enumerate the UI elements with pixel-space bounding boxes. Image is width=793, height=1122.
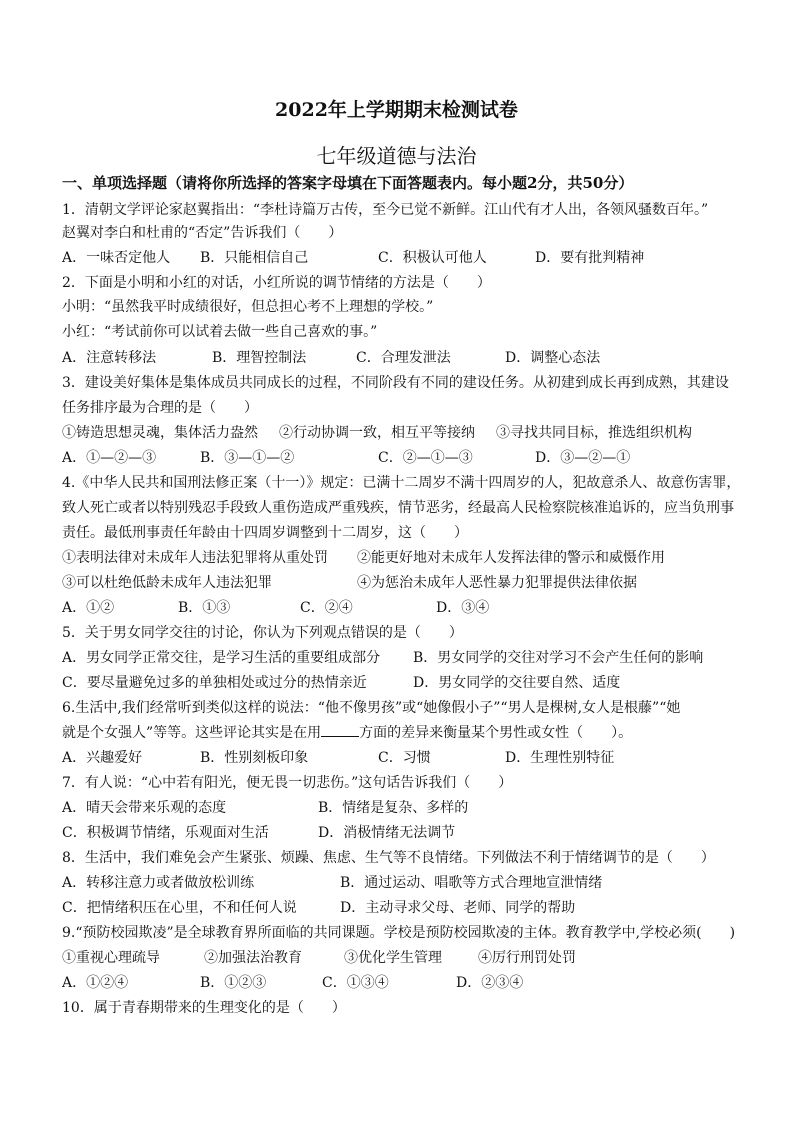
question-7-line-1: 7．有人说：“心中若有阳光，便无畏一切悲伤。”这句话告诉我们（ ） bbox=[62, 775, 513, 791]
q9-statement-1: ①重视心理疏导 bbox=[62, 950, 160, 966]
q9-option-a: A．①②④ bbox=[62, 975, 129, 991]
answer-blank bbox=[321, 724, 359, 737]
q3-statement-2: ②行动协调一致，相互平等接纳 bbox=[279, 425, 475, 441]
q6-option-c: C．习惯 bbox=[378, 750, 431, 766]
question-1-line-2: 赵翼对李白和杜甫的“否定”告诉我们（ ） bbox=[62, 225, 343, 241]
q8-option-c: C．把情绪积压在心里，不和任何人说 bbox=[62, 900, 297, 916]
q2-option-d: D．调整心态法 bbox=[505, 350, 601, 366]
q7-option-c: C．积极调节情绪，乐观面对生活 bbox=[62, 825, 269, 841]
q3-option-c: C．②—①—③ bbox=[378, 450, 473, 466]
q9-option-d: D．②③④ bbox=[456, 975, 524, 991]
question-3-line-1: 3．建设美好集体是集体成员共同成长的过程，不同阶段有不同的建设任务。从初建到成长再到成熟，其建设 bbox=[62, 375, 729, 391]
question-8-line-1: 8．生活中，我们难免会产生紧张、烦躁、焦虑、生气等不良情绪。下列做法不利于情绪调节的是（ ） bbox=[62, 850, 715, 866]
q3-option-b: B．③—①—② bbox=[200, 450, 295, 466]
q4-statement-2: ②能更好地对未成年人发挥法律的警示和威慑作用 bbox=[357, 550, 665, 566]
q2-option-b: B．理智控制法 bbox=[212, 350, 307, 366]
q1-option-c: C．积极认可他人 bbox=[378, 250, 487, 266]
q9-option-b: B．①②③ bbox=[200, 975, 267, 991]
question-6-line-1: 6.生活中,我们经常听到类似这样的说法：“他不像男孩”或“她像假小子”“男人是棵树,女人是根藤”“她 bbox=[62, 700, 681, 716]
q4-statement-4: ④为惩治未成年人恶性暴力犯罪提供法律依据 bbox=[357, 575, 637, 591]
question-3-line-2: 任务排序最为合理的是（ ） bbox=[62, 400, 258, 416]
q1-option-a: A．一味否定他人 bbox=[62, 250, 171, 266]
exam-title: 2022年上学期期末检测试卷 bbox=[275, 99, 518, 121]
q9-option-c: C．①③④ bbox=[322, 975, 389, 991]
q1-option-d: D．要有批判精神 bbox=[535, 250, 645, 266]
q6-option-b: B．性别刻板印象 bbox=[200, 750, 309, 766]
q7-option-a: A．晴天会带来乐观的态度 bbox=[62, 800, 227, 816]
q3-option-d: D．③—②—① bbox=[535, 450, 631, 466]
q4-statement-3: ③可以杜绝低龄未成年人违法犯罪 bbox=[62, 575, 272, 591]
q4-option-b: B．①③ bbox=[178, 600, 231, 616]
question-5-line-1: 5．关于男女同学交往的讨论，你认为下列观点错误的是（ ） bbox=[62, 625, 463, 641]
q4-option-d: D．③④ bbox=[436, 600, 490, 616]
q6-text-before-blank: 就是个女强人”等等。这些评论其实是在用 bbox=[62, 725, 322, 741]
q7-option-b: B．情绪是复杂、多样的 bbox=[318, 800, 469, 816]
question-2-line-1: 2．下面是小明和小红的对话，小红所说的调节情绪的方法是（ ） bbox=[62, 275, 491, 291]
question-4-line-1: 4.《中华人民共和国刑法修正案（十一）》规定：已满十二周岁不满十四周岁的人，犯故意杀人、故意伤害罪， bbox=[62, 475, 741, 491]
q8-option-d: D．主动寻求父母、老师、同学的帮助 bbox=[340, 900, 576, 916]
q8-option-a: A．转移注意力或者做放松训练 bbox=[62, 875, 255, 891]
section-heading: 一、单项选择题（请将你所选择的答案字母填在下面答题表内。每小题2分，共50分） bbox=[62, 174, 634, 192]
question-4-line-3: 责任。最低刑事责任年龄由十四周岁调整到十二周岁，这（ ） bbox=[62, 525, 468, 541]
q5-option-d: D．男女同学的交往要自然、适度 bbox=[413, 675, 621, 691]
q5-option-b: B．男女同学的交往对学习不会产生任何的影响 bbox=[413, 650, 704, 666]
q9-statement-3: ③优化学生管理 bbox=[344, 950, 442, 966]
exam-subtitle: 七年级道德与法治 bbox=[316, 144, 477, 168]
question-9-line-1: 9.“预防校园欺凌”是全球教育界所面临的共同课题。学校是预防校园欺凌的主体。教育教学中,学校必须( ) bbox=[62, 925, 736, 941]
q2-option-a: A．注意转移法 bbox=[62, 350, 157, 366]
q7-option-d: D．消极情绪无法调节 bbox=[318, 825, 456, 841]
q5-option-a: A．男女同学正常交往，是学习生活的重要组成部分 bbox=[62, 650, 381, 666]
q4-option-a: A．①② bbox=[62, 600, 115, 616]
question-10-line-1: 10．属于青春期带来的生理变化的是（ ） bbox=[62, 1000, 346, 1016]
q3-statement-3: ③寻找共同目标，推选组织机构 bbox=[496, 425, 692, 441]
question-1-line-1: 1．清朝文学评论家赵翼指出：“李杜诗篇万古传，至今已觉不新鲜。江山代有才人出，各领风骚数百年。” bbox=[62, 202, 709, 218]
question-6-line-2 bbox=[62, 724, 632, 742]
q4-statement-1: ①表明法律对未成年人违法犯罪将从重处罚 bbox=[62, 550, 328, 566]
q6-option-a: A．兴趣爱好 bbox=[62, 750, 143, 766]
q2-option-c: C．合理发泄法 bbox=[356, 350, 451, 366]
q6-option-d: D．生理性别特征 bbox=[505, 750, 615, 766]
q3-statement-1: ①铸造思想灵魂，集体活力盎然 bbox=[62, 425, 258, 441]
question-2-line-2: 小明：“虽然我平时成绩很好，但总担心考不上理想的学校。” bbox=[62, 299, 434, 315]
q6-text-after-blank: 方面的差异来衡量某个男性或女性（ ）。 bbox=[359, 725, 633, 741]
q9-statement-4: ④厉行刑罚处罚 bbox=[478, 950, 576, 966]
question-4-line-2: 致人死亡或者以特别残忍手段致人重伤造成严重残疾，情节恶劣，经最高人民检察院核准追诉的，应当负刑事 bbox=[62, 500, 734, 516]
question-2-line-3: 小红：“考试前你可以试着去做一些自己喜欢的事。” bbox=[62, 324, 378, 340]
q1-option-b: B．只能相信自己 bbox=[200, 250, 309, 266]
q8-option-b: B．通过运动、唱歌等方式合理地宣泄情绪 bbox=[340, 875, 603, 891]
q9-statement-2: ②加强法治教育 bbox=[204, 950, 302, 966]
q4-option-c: C．②④ bbox=[300, 600, 353, 616]
q5-option-c: C．要尽量避免过多的单独相处或过分的热情亲近 bbox=[62, 675, 367, 691]
q3-option-a: A．①—②—③ bbox=[62, 450, 157, 466]
